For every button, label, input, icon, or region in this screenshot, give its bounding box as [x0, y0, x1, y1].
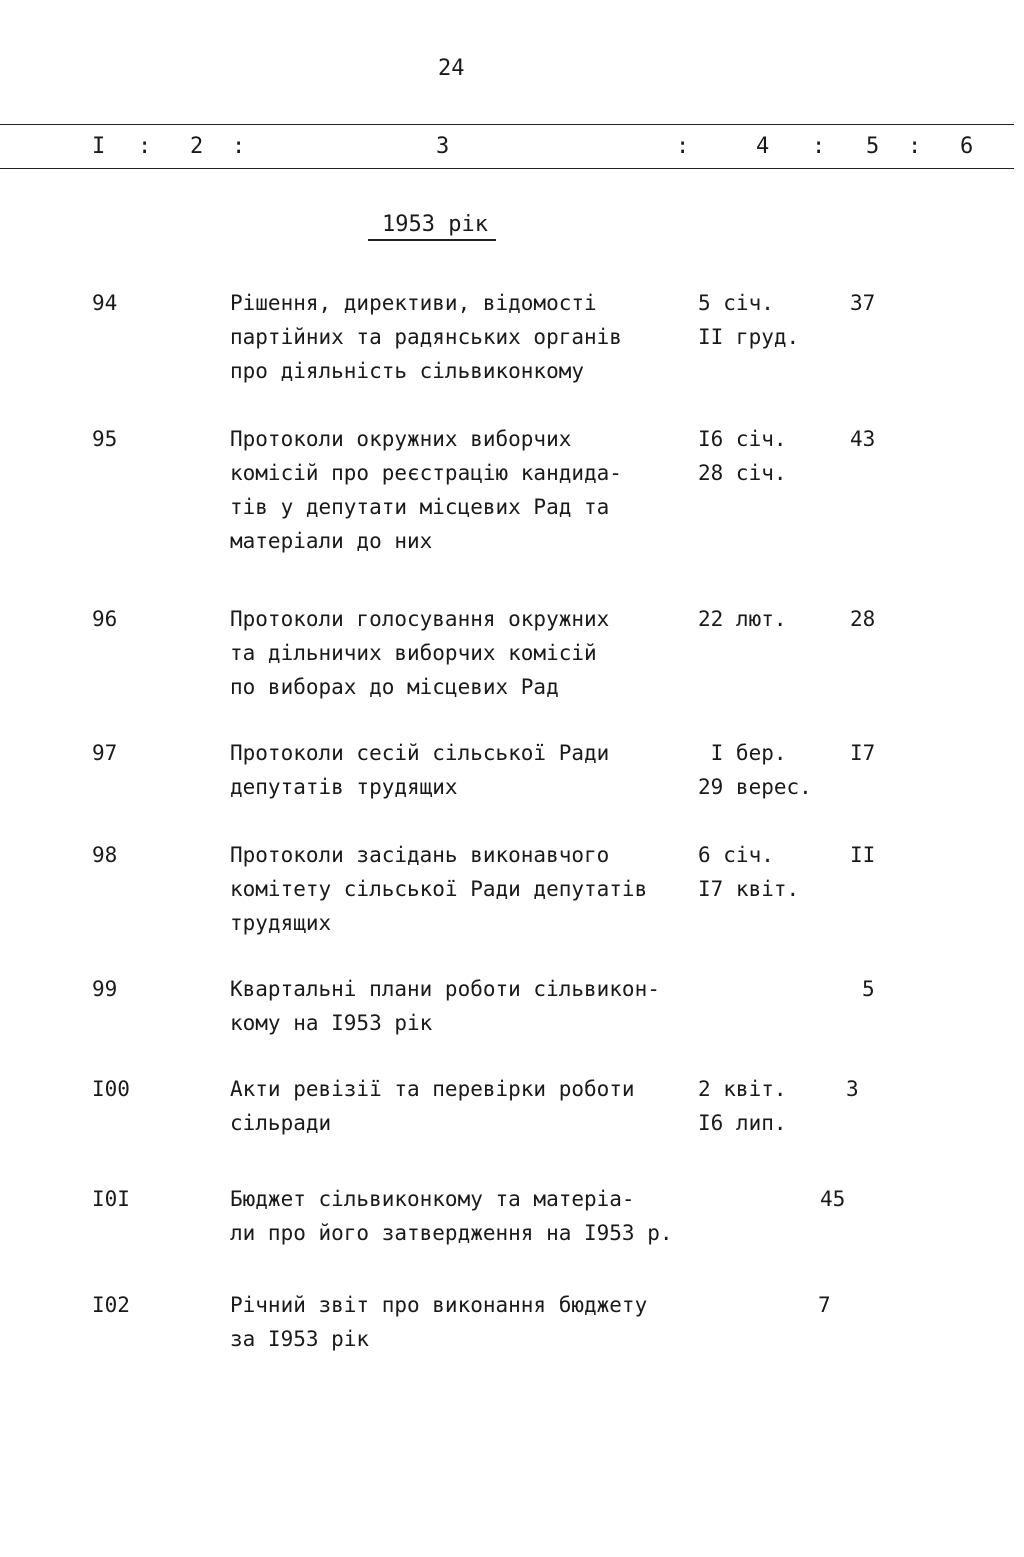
entry-title	[230, 972, 700, 1040]
entry-title-line: кому на I953 рік	[230, 1011, 433, 1035]
entry-title	[230, 1182, 700, 1250]
entry-page-count: 3	[846, 1077, 859, 1101]
entry-number: 99	[92, 977, 118, 1001]
entry-dates	[698, 1072, 848, 1140]
page-number: 24	[438, 56, 465, 81]
entry-date: 28 січ.	[698, 461, 787, 485]
entry-number: I02	[92, 1293, 130, 1317]
entry-title-line: Бюджет сільвиконкому та матеріа-	[230, 1187, 635, 1211]
entry-page-count: 7	[818, 1293, 831, 1317]
entry-title	[230, 838, 700, 940]
column-header-4: 4	[756, 134, 770, 159]
entry-title	[230, 602, 700, 704]
entry-page-count: II	[850, 843, 876, 867]
entry-date: 29 верес.	[698, 775, 812, 799]
entry-title-line: про діяльність сільвиконкому	[230, 359, 585, 383]
entry-number: 96	[92, 607, 118, 631]
entry-title-line: трудящих	[230, 911, 332, 935]
entry-page-count: I7	[850, 741, 876, 765]
entry-dates	[698, 422, 848, 490]
entry-title	[230, 1072, 700, 1140]
entry-number: 98	[92, 843, 118, 867]
entry-date: I6 лип.	[698, 1111, 787, 1135]
column-separator: :	[812, 134, 826, 159]
entry-page-count: 5	[862, 977, 875, 1001]
entry-title	[230, 736, 700, 804]
entry-title-line: Протоколи голосування окружних	[230, 607, 610, 631]
entry-date: I6 січ.	[698, 427, 787, 451]
column-header-3: 3	[436, 134, 450, 159]
column-separator: :	[908, 134, 922, 159]
entry-dates	[698, 602, 848, 636]
entry-title-line: та дільничих виборчих комісій	[230, 641, 597, 665]
entry-dates	[698, 838, 848, 906]
entry-title-line: Протоколи сесій сільської Ради	[230, 741, 610, 765]
entry-page-count: 45	[820, 1187, 846, 1211]
column-separator: :	[676, 134, 690, 159]
entry-title-line: депутатів трудящих	[230, 775, 458, 799]
entry-title-line: за I953 рік	[230, 1327, 370, 1351]
entry-page-count: 43	[850, 427, 876, 451]
entry-title-line: ли про його затвердження на I953 р.	[230, 1221, 673, 1245]
entry-number: I00	[92, 1077, 130, 1101]
column-separator: :	[138, 134, 152, 159]
entry-dates	[698, 736, 848, 804]
entry-date: I7 квіт.	[698, 877, 800, 901]
entry-date: 5 січ.	[698, 291, 774, 315]
entry-date: I бер.	[698, 741, 787, 765]
entry-number: 97	[92, 741, 118, 765]
entry-title-line: партійних та радянських органів	[230, 325, 622, 349]
entry-dates	[698, 286, 848, 354]
entry-title-line: Протоколи засідань виконавчого	[230, 843, 610, 867]
entry-number: 95	[92, 427, 118, 451]
column-header-5: 5	[866, 134, 880, 159]
entry-page-count: 28	[850, 607, 876, 631]
entry-title	[230, 422, 700, 558]
entry-title-line: тів у депутати місцевих Рад та	[230, 495, 610, 519]
entry-title-line: по виборах до місцевих Рад	[230, 675, 559, 699]
entry-title-line: Квартальні плани роботи сільвикон-	[230, 977, 660, 1001]
entry-title-line: Річний звіт про виконання бюджету	[230, 1293, 648, 1317]
entry-title-line: Рішення, директиви, відомості	[230, 291, 597, 315]
entry-title-line: комітету сільської Ради депутатів	[230, 877, 648, 901]
entry-number: I0I	[92, 1187, 130, 1211]
column-header-1: I	[92, 134, 106, 159]
entry-title-line: Протоколи окружних виборчих	[230, 427, 572, 451]
entry-date: 2 квіт.	[698, 1077, 787, 1101]
entry-number: 94	[92, 291, 118, 315]
entry-date: 6 січ.	[698, 843, 774, 867]
entry-date: II груд.	[698, 325, 800, 349]
entry-title-line: сільради	[230, 1111, 332, 1135]
column-separator: :	[232, 134, 246, 159]
entry-title-line: матеріали до них	[230, 529, 433, 553]
year-heading: 1953 рік	[368, 212, 496, 241]
entry-page-count: 37	[850, 291, 876, 315]
header-rule-top	[0, 124, 1014, 125]
header-rule-bottom	[0, 168, 1014, 169]
column-header-2: 2	[190, 134, 204, 159]
entry-title-line: комісій про реєстрацію кандида-	[230, 461, 622, 485]
entry-title	[230, 286, 700, 388]
entry-date: 22 лют.	[698, 607, 787, 631]
entry-title	[230, 1288, 700, 1356]
column-header-6: 6	[960, 134, 974, 159]
entry-title-line: Акти ревізії та перевірки роботи	[230, 1077, 635, 1101]
